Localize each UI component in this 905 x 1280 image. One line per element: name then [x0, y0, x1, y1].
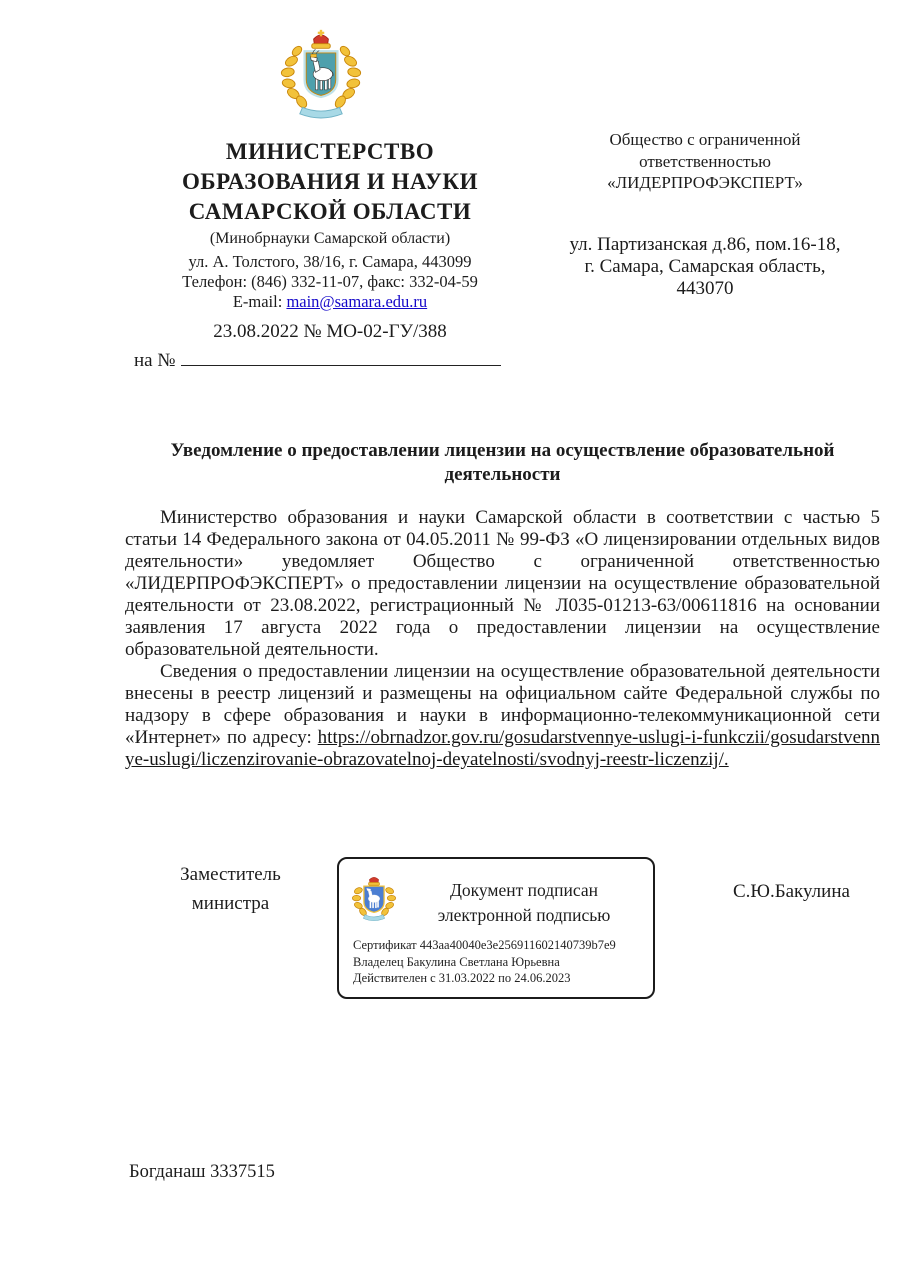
recipient-name-line: ответственностью [639, 151, 771, 171]
body-paragraph-2-text: Сведения о предоставлении лицензии на осуществление образовательной деятельности внесены в реестр лицензий и размещены на официальном сайте Федеральной службы по надзору в сфере образования и науки в информационно-телекоммуникационной сети «Интернет» по адресу: [125, 661, 880, 748]
recipient-name-line: «ЛИДЕРПРОФЭКСПЕРТ» [607, 173, 803, 192]
reference-number-label: на № [134, 350, 176, 371]
body-paragraph-2 [125, 661, 880, 771]
stamp-certificate: Сертификат 443aa40040e3e256911602140739b7e9 [353, 938, 616, 952]
document-title: Уведомление о предоставлении лицензии на осуществление образовательной деятельности [170, 440, 835, 485]
electronic-signature-stamp [337, 857, 655, 999]
executor-info: Богданаш 3337515 [129, 1162, 275, 1182]
samara-coat-of-arms-icon [274, 28, 368, 124]
stamp-title-line: электронной подписью [437, 905, 611, 925]
recipient-address-line: 443070 [676, 277, 734, 299]
sender-phone: Телефон: (846) 332-11-07, факс: 332-04-59 [182, 272, 478, 291]
document-date-number: 23.08.2022 № МО-02-ГУ/388 [213, 321, 447, 342]
license-registry-link[interactable]: https://obrnadzor.gov.ru/gosudarstvennye-uslugi-i-funkczii/gosudarstvennye-uslugi/liczenzirovanie-obrazovatelnoj-deyatelnosti/svodnyj-reestr-liczenzij/. [125, 727, 880, 770]
stamp-title-line: Документ подписан [449, 880, 599, 900]
document-body [125, 507, 880, 771]
ministry-short-name: (Минобрнауки Самарской области) [209, 230, 451, 247]
sender-email-row [100, 292, 560, 312]
recipient-address-line: ул. Партизанская д.86, пом.16-18, [569, 233, 841, 255]
body-paragraph-1: Министерство образования и науки Самарской области в соответствии с частью 5 статьи 14 Федерального закона от 04.05.2011 № 99-ФЗ «О лицензировании отдельных видов деятельности» уведомляет Общество с ограниченной ответственностью «ЛИДЕРПРОФЭКСПЕРТ» о предоставлении лицензии на осуществление образовательной деятельности от 23.08.2022, регистрационный № Л035-01213-63/00611816 на основании заявления 17 августа 2022 года о предоставлении лицензии на осуществление образовательной деятельности. [125, 507, 880, 660]
stamp-validity: Действителен с 31.03.2022 по 24.06.2023 [353, 971, 571, 985]
signer-position-line: министра [191, 893, 270, 914]
sender-address: ул. А. Толстого, 38/16, г. Самара, 443099 [188, 252, 472, 271]
recipient-block [540, 129, 870, 300]
ministry-name-line: МИНИСТЕРСТВО [225, 139, 435, 164]
signer-position-line: Заместитель [180, 864, 281, 885]
email-label: E-mail: [232, 292, 287, 311]
reference-number-row [134, 347, 514, 372]
recipient-name-line: Общество с ограниченной [609, 130, 801, 149]
sender-letterhead [100, 137, 560, 343]
recipient-address-line: г. Самара, Самарская область, [584, 255, 826, 277]
ministry-name-line: ОБРАЗОВАНИЯ И НАУКИ [182, 169, 478, 194]
signer-name: С.Ю.Бакулина [733, 881, 850, 902]
email-link[interactable]: main@samara.edu.ru [286, 292, 428, 311]
ministry-name-line: САМАРСКОЙ ОБЛАСТИ [188, 199, 472, 224]
stamp-owner: Владелец Бакулина Светлана Юрьевна [353, 954, 560, 969]
reference-number-blank-line [181, 347, 501, 366]
stamp-coat-of-arms-icon [351, 874, 397, 924]
signer-position [138, 860, 323, 918]
